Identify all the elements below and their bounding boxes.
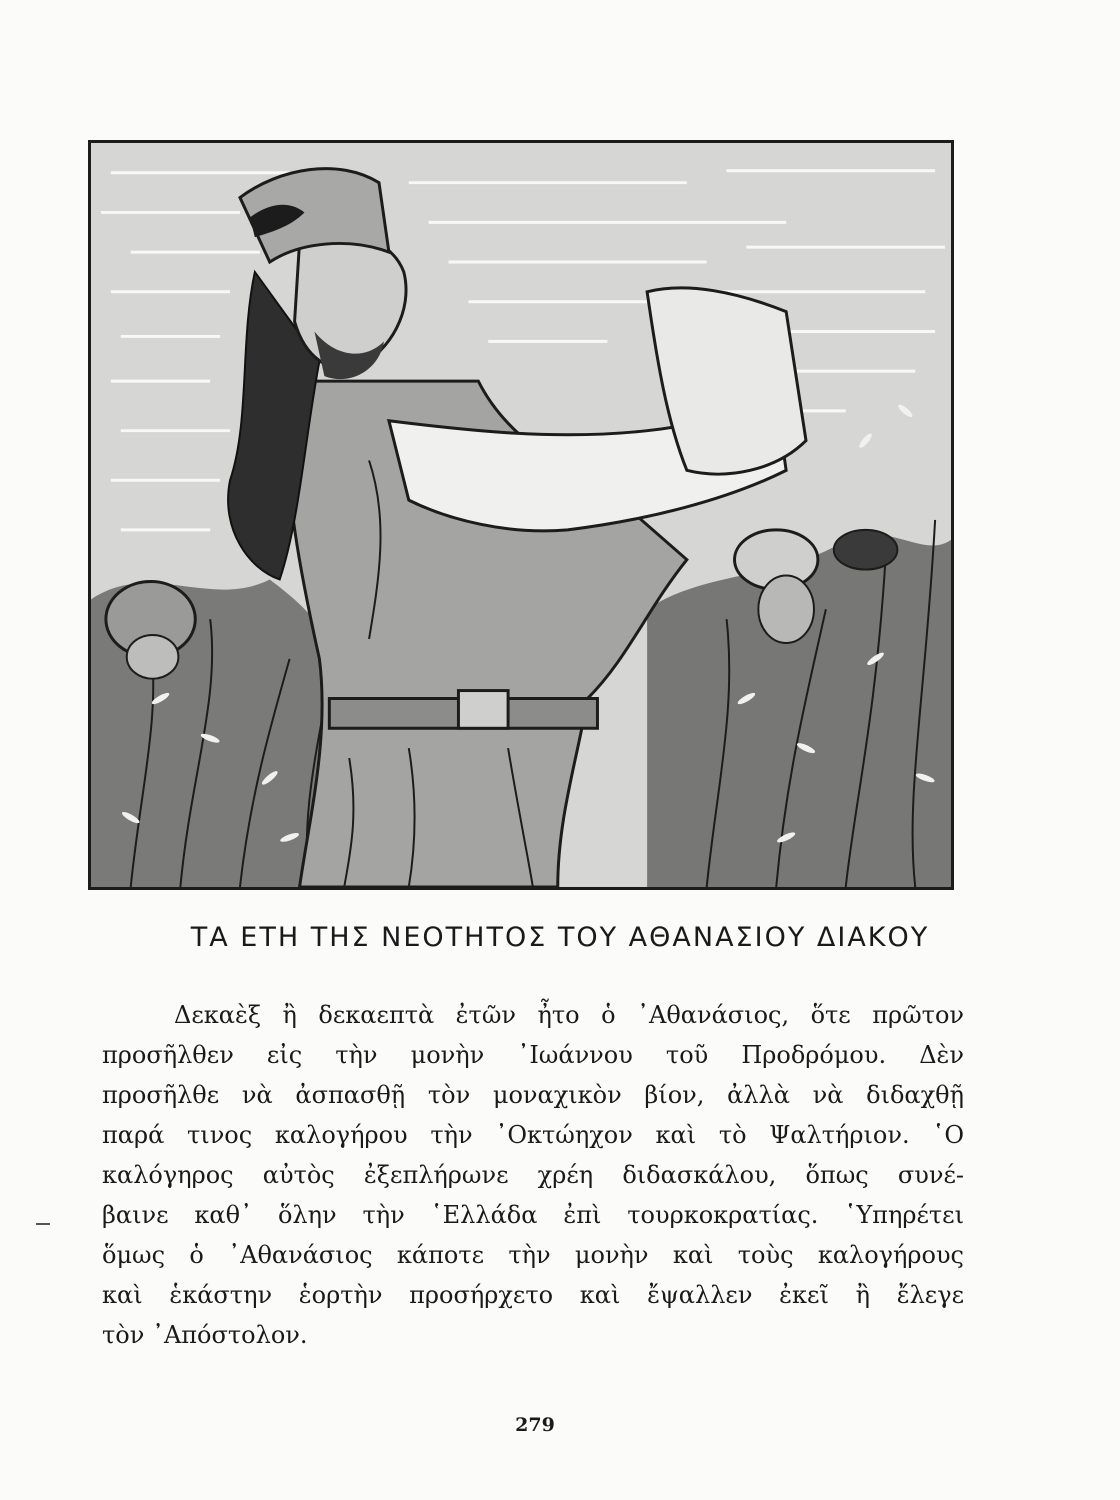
text-line: προσῆλθεν εἰς τὴν μονὴν ᾿Ιωάννου τοῦ Προδρόμου. Δὲν — [102, 1041, 964, 1069]
text-line: ὅμως ὁ ᾿Αθανάσιος κάποτε τὴν μονὴν καὶ τοὺς καλογήρους — [102, 1241, 964, 1269]
body-paragraph — [102, 995, 964, 1355]
text-line: καὶ ἑκάστην ἑορτὴν προσήρχετο καὶ ἔψαλλεν ἐκεῖ ἢ ἔλεγε — [102, 1281, 964, 1309]
illustration-drawing — [91, 143, 951, 887]
left-face — [127, 635, 179, 679]
right-face — [758, 576, 814, 643]
text-line: βαινε καθ᾿ ὅλην τὴν ῾Ελλάδα ἐπὶ τουρκοκρατίας. ῾Υπηρέτει — [102, 1201, 964, 1229]
text-line: καλόγηρος αὐτὸς ἐξεπλήρωνε χρέη διδασκάλου, ὅπως συνέ- — [102, 1161, 964, 1189]
text-line: προσῆλθε νὰ ἀσπασθῇ τὸν μοναχικὸν βίον, ἀλλὰ νὰ διδαχθῇ — [102, 1081, 964, 1109]
text-line: Δεκαὲξ ἢ δεκαεπτὰ ἐτῶν ἦτο ὁ ᾿Αθανάσιος, ὅτε πρῶτον — [174, 1001, 964, 1029]
margin-mark — [36, 1223, 50, 1225]
woodcut-illustration — [88, 140, 954, 890]
text-line: τὸν ᾿Απόστολον. — [102, 1321, 308, 1349]
page-number: 279 — [515, 1414, 555, 1436]
text-line: παρά τινος καλογήρου τὴν ᾿Οκτώηχον καὶ τὸ Ψαλτήριον. ῾Ο — [102, 1121, 964, 1149]
distant-turban — [834, 530, 898, 570]
belt-buckle — [458, 691, 508, 729]
illustration-caption: ΤΑ ΕΤΗ ΤΗΣ ΝΕΟΤΗΤΟΣ ΤΟΥ ΑΘΑΝΑΣΙΟΥ ΔΙΑΚΟΥ — [190, 922, 930, 953]
